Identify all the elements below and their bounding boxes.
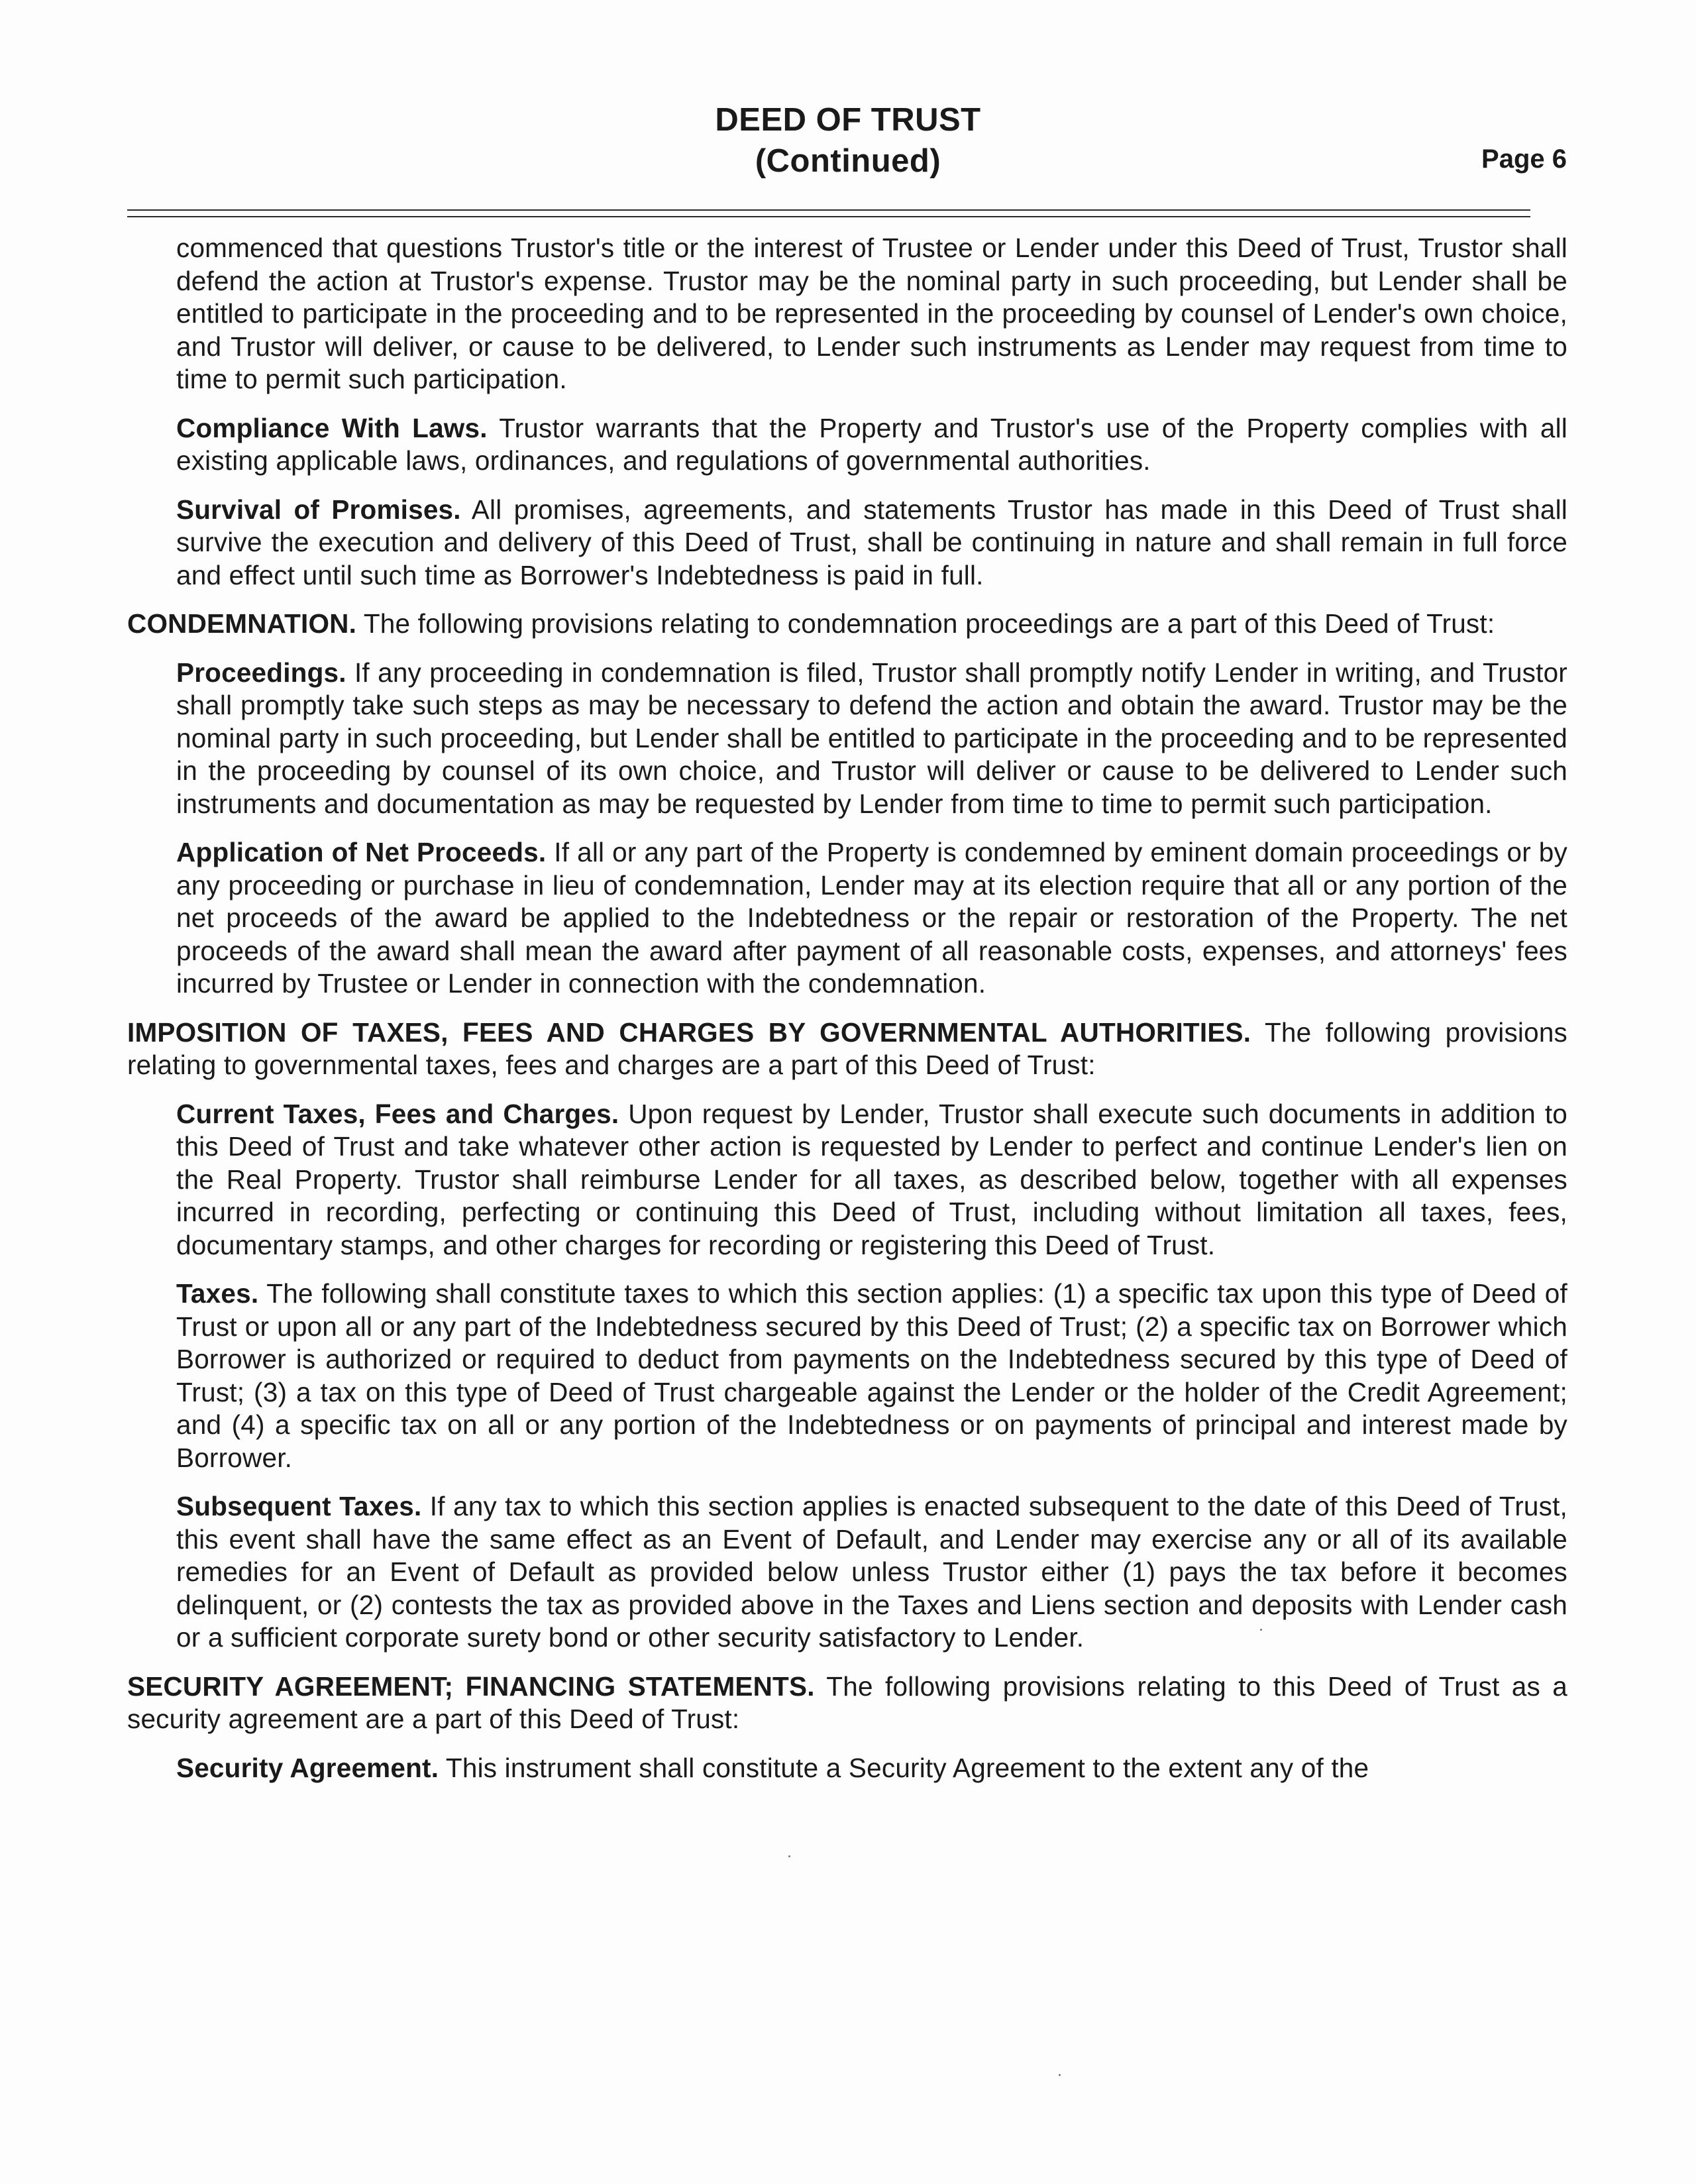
- section-text: The following provisions relating to condemnation proceedings are a part of this Deed of Trust:: [363, 608, 1495, 639]
- section-condemnation: [127, 608, 1567, 641]
- paragraph-text: If any tax to which this section applies is enacted subsequent to the date of this Deed of Trust, this event shall have the same effect as an Event of Default, and Lender may exercise any or all of its available remedies for an Event of Default as provided below unless Trustor either (1) pays the tax before it becomes delinquent, or (2) contests the tax as provided above in the Taxes and Liens section and deposits with Lender cash or a sufficient corporate surety bond or other security satisfactory to Lender.: [176, 1491, 1568, 1653]
- paragraph-heading: Application of Net Proceeds.: [176, 837, 547, 867]
- paragraph-heading: Current Taxes, Fees and Charges.: [176, 1098, 619, 1129]
- paragraph-heading: Subsequent Taxes.: [176, 1491, 422, 1521]
- paragraph-heading: Compliance With Laws.: [176, 412, 488, 443]
- paragraph-subsequent-taxes: [176, 1490, 1567, 1655]
- paragraph-security-agreement: [176, 1752, 1567, 1785]
- paragraph-text: commenced that questions Trustor's title or the interest of Trustee or Lender under this Deed of Trust, Trustor shall defend the action at Trustor's expense. Trustor may be the nominal party in such proceeding, but Lender shall be entitled to participate in the proceeding and to be represented in the proceeding by counsel of Lender's own choice, and Trustor will deliver, or cause to be delivered, to Lender such instruments as Lender may request from time to time to permit such participation.: [176, 233, 1567, 394]
- paragraph-text: Trustor warrants that the Property and Trustor's use of the Property complies with all existing applicable laws, ordinances, and regulations of governmental authorities.: [176, 412, 1567, 476]
- section-imposition-of-taxes: [127, 1016, 1567, 1082]
- scan-speck: [1059, 2074, 1061, 2076]
- paragraph-text: If any proceeding in condemnation is filed, Trustor shall promptly notify Lender in writing, and Trustor shall promptly take such steps as may be necessary to defend the action and obtain the award. Trustor may be the nominal party in such proceeding, but Lender shall be entitled to participate in the proceeding and to be represented in the proceeding by counsel of its own choice, and Trustor will deliver or cause to be delivered to Lender such instruments and documentation as may be requested by Lender from time to time to permit such participation.: [176, 657, 1567, 819]
- scan-speck: [1260, 1629, 1262, 1631]
- section-text: The following provisions relating to governmental taxes, fees and charges are a part of this Deed of Trust:: [127, 1016, 1567, 1080]
- section-security-agreement: [127, 1670, 1567, 1736]
- paragraph-text: If all or any part of the Property is condemned by eminent domain proceedings or by any proceeding or purchase in lieu of condemnation, Lender may at its election require that all or any portion of the net proceeds of the award be applied to the Indebtedness or the repair or restoration of the Property. The net proceeds of the award shall mean the award after payment of all reasonable costs, expenses, and attorneys' fees incurred by Trustee or Lender in connection with the condemnation.: [176, 837, 1567, 999]
- paragraph-compliance-with-laws: [176, 412, 1567, 478]
- section-heading: CONDEMNATION.: [127, 608, 357, 639]
- paragraph-application-of-net-proceeds: [176, 836, 1567, 1001]
- paragraph-text: All promises, agreements, and statements Trustor has made in this Deed of Trust shall survive the execution and delivery of this Deed of Trust, shall be continuing in nature and shall remain in full force and effect until such time as Borrower's Indebtedness is paid in full.: [176, 494, 1568, 590]
- header-divider-bottom: [127, 216, 1530, 217]
- document-header: [0, 99, 1696, 182]
- paragraph-taxes: [176, 1278, 1567, 1474]
- paragraph-heading: Taxes.: [176, 1278, 259, 1309]
- header-divider-top: [127, 209, 1530, 211]
- section-heading: SECURITY AGREEMENT; FINANCING STATEMENTS.: [127, 1670, 815, 1702]
- paragraph-heading: Security Agreement.: [176, 1752, 439, 1783]
- document-body: [127, 232, 1567, 1800]
- scan-speck: [788, 1855, 790, 1857]
- section-heading: IMPOSITION OF TAXES, FEES AND CHARGES BY GOVERNMENTAL AUTHORITIES.: [127, 1016, 1251, 1048]
- paragraph-heading: Survival of Promises.: [176, 494, 461, 525]
- paragraph-text: This instrument shall constitute a Security Agreement to the extent any of the: [445, 1752, 1369, 1783]
- section-text: The following provisions relating to this Deed of Trust as a security agreement are a part of this Deed of Trust:: [127, 1670, 1567, 1734]
- page-number: Page 6: [1481, 144, 1567, 174]
- paragraph-continued: [176, 232, 1567, 396]
- paragraph-heading: Proceedings.: [176, 657, 346, 688]
- document-subtitle: (Continued): [755, 143, 941, 179]
- paragraph-proceedings: [176, 657, 1567, 821]
- document-title: DEED OF TRUST: [715, 102, 981, 138]
- paragraph-text: The following shall constitute taxes to which this section applies: (1) a specific tax upon this type of Deed of Trust or upon all or any part of the Indebtedness secured by this Deed of Trust; (2) a specific tax on Borrower which Borrower is authorized or required to deduct from payments on the Indebtedness secured by this type of Deed of Trust; (3) a tax on this type of Deed of Trust chargeable against the Lender or the holder of the Credit Agreement; and (4) a specific tax on all or any portion of the Indebtedness or on payments of principal and interest made by Borrower.: [176, 1278, 1567, 1473]
- paragraph-text: Upon request by Lender, Trustor shall execute such documents in addition to this Deed of Trust and take whatever other action is requested by Lender to perfect and continue Lender's lien on the Real Property. Trustor shall reimburse Lender for all taxes, as described below, together with all expenses incurred in recording, perfecting or continuing this Deed of Trust, including without limitation all taxes, fees, documentary stamps, and other charges for recording or registering this Deed of Trust.: [176, 1098, 1568, 1260]
- paragraph-survival-of-promises: [176, 494, 1567, 592]
- paragraph-current-taxes: [176, 1098, 1567, 1262]
